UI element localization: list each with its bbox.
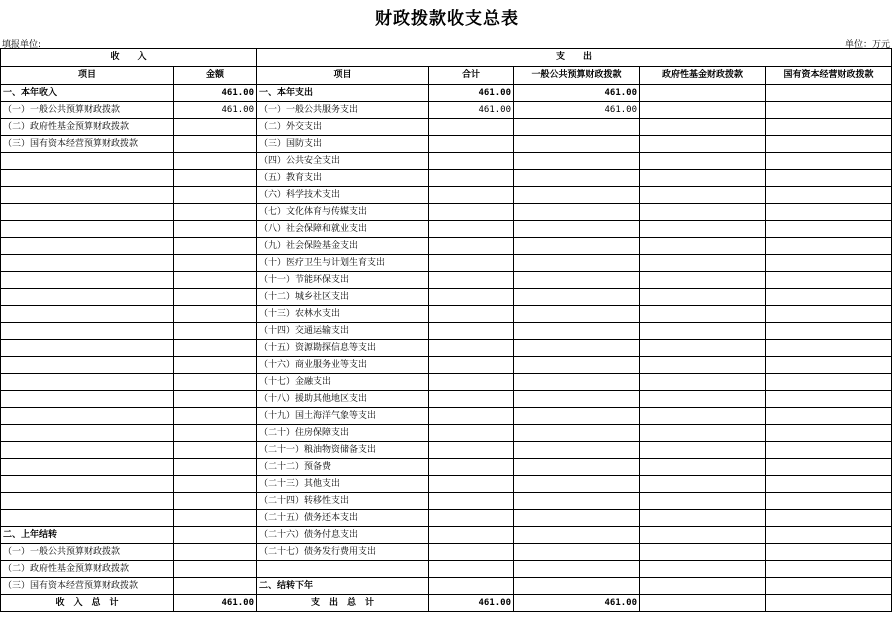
general-budget-cell: 461.00 (514, 595, 640, 612)
expense-item-cell: （三）国防支出 (257, 136, 429, 153)
expense-item-cell: （十三）农林水支出 (257, 306, 429, 323)
general-budget-cell (514, 221, 640, 238)
table-row (1, 323, 892, 340)
table-row (1, 476, 892, 493)
table-row (1, 272, 892, 289)
expense-total-cell (429, 493, 514, 510)
income-item-cell: （一）一般公共预算财政拨款 (1, 102, 174, 119)
col-header-general-budget: 一般公共预算财政拨款 (514, 67, 640, 85)
income-section-header: 收 入 (1, 49, 257, 67)
expense-item-cell (257, 561, 429, 578)
income-amount-cell (174, 170, 257, 187)
table-row (1, 119, 892, 136)
table-row (1, 459, 892, 476)
expense-total-cell: 461.00 (429, 102, 514, 119)
general-budget-cell (514, 476, 640, 493)
income-amount-cell (174, 306, 257, 323)
expense-item-cell: （十五）资源勘探信息等支出 (257, 340, 429, 357)
income-amount-cell (174, 119, 257, 136)
income-item-cell: 二、上年结转 (1, 527, 174, 544)
expense-total-cell (429, 527, 514, 544)
income-item-cell: 一、本年收入 (1, 85, 174, 102)
income-amount-cell: 461.00 (174, 595, 257, 612)
expense-section-header: 支 出 (257, 49, 892, 67)
general-budget-cell (514, 306, 640, 323)
expense-item-cell: 支 出 总 计 (257, 595, 429, 612)
general-budget-cell (514, 408, 640, 425)
expense-item-cell: （十）医疗卫生与计划生育支出 (257, 255, 429, 272)
income-amount-cell (174, 238, 257, 255)
general-budget-cell (514, 238, 640, 255)
expense-total-cell (429, 306, 514, 323)
income-amount-cell (174, 221, 257, 238)
expense-item-cell: （五）教育支出 (257, 170, 429, 187)
income-item-cell: （二）政府性基金预算财政拨款 (1, 119, 174, 136)
state-capital-cell (766, 357, 892, 374)
expense-total-cell (429, 255, 514, 272)
table-row (1, 510, 892, 527)
expense-total-cell (429, 459, 514, 476)
income-item-cell (1, 255, 174, 272)
general-budget-cell (514, 255, 640, 272)
fund-budget-cell (640, 221, 766, 238)
expense-total-cell (429, 476, 514, 493)
unit-label: 单位：万元 (844, 40, 890, 50)
state-capital-cell (766, 221, 892, 238)
income-amount-cell (174, 374, 257, 391)
col-header-amount: 金额 (174, 67, 257, 85)
state-capital-cell (766, 578, 892, 595)
income-amount-cell (174, 510, 257, 527)
fund-budget-cell (640, 102, 766, 119)
expense-total-cell (429, 408, 514, 425)
state-capital-cell (766, 255, 892, 272)
income-amount-cell (174, 153, 257, 170)
income-item-cell: （三）国有资本经营预算财政拨款 (1, 578, 174, 595)
fund-budget-cell (640, 289, 766, 306)
general-budget-cell (514, 272, 640, 289)
table-row (1, 187, 892, 204)
state-capital-cell (766, 204, 892, 221)
general-budget-cell (514, 527, 640, 544)
expense-total-cell (429, 442, 514, 459)
fund-budget-cell (640, 136, 766, 153)
state-capital-cell (766, 289, 892, 306)
expense-total-cell (429, 272, 514, 289)
state-capital-cell (766, 187, 892, 204)
expense-item-cell: （二十）住房保障支出 (257, 425, 429, 442)
table-row (1, 136, 892, 153)
table-row (1, 544, 892, 561)
income-item-cell (1, 493, 174, 510)
state-capital-cell (766, 323, 892, 340)
col-header-income-item: 项目 (1, 67, 174, 85)
expense-item-cell: （六）科学技术支出 (257, 187, 429, 204)
general-budget-cell (514, 374, 640, 391)
fund-budget-cell (640, 340, 766, 357)
table-row (1, 425, 892, 442)
expense-item-cell: （十一）节能环保支出 (257, 272, 429, 289)
table-row (1, 85, 892, 102)
income-item-cell (1, 187, 174, 204)
income-item-cell (1, 374, 174, 391)
fund-budget-cell (640, 425, 766, 442)
income-item-cell (1, 476, 174, 493)
general-budget-cell (514, 425, 640, 442)
income-item-cell (1, 459, 174, 476)
fund-budget-cell (640, 510, 766, 527)
table-row (1, 289, 892, 306)
expense-item-cell: （九）社会保险基金支出 (257, 238, 429, 255)
expense-total-cell (429, 136, 514, 153)
income-item-cell (1, 442, 174, 459)
general-budget-cell: 461.00 (514, 85, 640, 102)
income-amount-cell (174, 561, 257, 578)
expense-total-cell (429, 221, 514, 238)
expense-item-cell: （七）文化体育与传媒支出 (257, 204, 429, 221)
general-budget-cell (514, 442, 640, 459)
expense-total-cell (429, 510, 514, 527)
income-amount-cell (174, 357, 257, 374)
state-capital-cell (766, 374, 892, 391)
table-row (1, 527, 892, 544)
expense-total-cell: 461.00 (429, 595, 514, 612)
fund-budget-cell (640, 323, 766, 340)
state-capital-cell (766, 527, 892, 544)
expense-item-cell: （二十二）预备费 (257, 459, 429, 476)
general-budget-cell (514, 391, 640, 408)
fund-budget-cell (640, 391, 766, 408)
general-budget-cell (514, 510, 640, 527)
general-budget-cell (514, 170, 640, 187)
expense-item-cell: （二十七）债务发行费用支出 (257, 544, 429, 561)
table-row (1, 153, 892, 170)
income-item-cell (1, 170, 174, 187)
table-row (1, 493, 892, 510)
state-capital-cell (766, 408, 892, 425)
income-amount-cell (174, 544, 257, 561)
general-budget-cell (514, 357, 640, 374)
expense-total-cell (429, 544, 514, 561)
income-item-cell: （二）政府性基金预算财政拨款 (1, 561, 174, 578)
expense-item-cell: （八）社会保障和就业支出 (257, 221, 429, 238)
col-header-fund-budget: 政府性基金财政拨款 (640, 67, 766, 85)
fund-budget-cell (640, 272, 766, 289)
table-body (1, 49, 892, 612)
state-capital-cell (766, 102, 892, 119)
table-row (1, 357, 892, 374)
fund-budget-cell (640, 578, 766, 595)
state-capital-cell (766, 238, 892, 255)
table-row (1, 238, 892, 255)
income-item-cell (1, 357, 174, 374)
expense-total-cell (429, 170, 514, 187)
income-amount-cell (174, 255, 257, 272)
income-amount-cell: 461.00 (174, 85, 257, 102)
fund-budget-cell (640, 459, 766, 476)
expense-total-cell (429, 391, 514, 408)
general-budget-cell (514, 153, 640, 170)
expense-item-cell: （二）外交支出 (257, 119, 429, 136)
expense-total-cell (429, 578, 514, 595)
fund-budget-cell (640, 527, 766, 544)
filler-label: 填报单位: (2, 40, 42, 50)
table-row (1, 408, 892, 425)
expense-item-cell: （十二）城乡社区支出 (257, 289, 429, 306)
general-budget-cell: 461.00 (514, 102, 640, 119)
income-item-cell (1, 340, 174, 357)
income-amount-cell (174, 136, 257, 153)
income-item-cell: （三）国有资本经营预算财政拨款 (1, 136, 174, 153)
table-row (1, 306, 892, 323)
state-capital-cell (766, 391, 892, 408)
income-item-cell (1, 408, 174, 425)
expense-total-cell (429, 204, 514, 221)
table-row (1, 170, 892, 187)
general-budget-cell (514, 204, 640, 221)
fund-budget-cell (640, 255, 766, 272)
state-capital-cell (766, 442, 892, 459)
fund-budget-cell (640, 204, 766, 221)
header-row-columns (1, 67, 892, 85)
expense-item-cell: （十四）交通运输支出 (257, 323, 429, 340)
expense-total-cell (429, 357, 514, 374)
fund-budget-cell (640, 544, 766, 561)
income-amount-cell (174, 442, 257, 459)
expense-item-cell: （二十六）债务付息支出 (257, 527, 429, 544)
table-row (1, 578, 892, 595)
income-amount-cell (174, 527, 257, 544)
expense-item-cell: （十六）商业服务业等支出 (257, 357, 429, 374)
state-capital-cell (766, 476, 892, 493)
state-capital-cell (766, 561, 892, 578)
table-row (1, 221, 892, 238)
state-capital-cell (766, 544, 892, 561)
table-row (1, 204, 892, 221)
expense-total-cell (429, 187, 514, 204)
general-budget-cell (514, 493, 640, 510)
income-amount-cell (174, 187, 257, 204)
state-capital-cell (766, 119, 892, 136)
income-amount-cell (174, 459, 257, 476)
state-capital-cell (766, 340, 892, 357)
expense-item-cell: 一、本年支出 (257, 85, 429, 102)
income-amount-cell (174, 340, 257, 357)
general-budget-cell (514, 136, 640, 153)
income-item-cell (1, 238, 174, 255)
general-budget-cell (514, 289, 640, 306)
expense-total-cell (429, 153, 514, 170)
expense-total-cell (429, 374, 514, 391)
fund-budget-cell (640, 357, 766, 374)
income-item-cell (1, 153, 174, 170)
general-budget-cell (514, 187, 640, 204)
state-capital-cell (766, 425, 892, 442)
fund-budget-cell (640, 187, 766, 204)
income-item-cell: 收 入 总 计 (1, 595, 174, 612)
income-amount-cell (174, 289, 257, 306)
expense-item-cell: 二、结转下年 (257, 578, 429, 595)
income-amount-cell (174, 578, 257, 595)
expense-item-cell: （十七）金融支出 (257, 374, 429, 391)
fund-budget-cell (640, 595, 766, 612)
header-row-sections (1, 49, 892, 67)
fund-budget-cell (640, 561, 766, 578)
fund-budget-cell (640, 442, 766, 459)
general-budget-cell (514, 340, 640, 357)
table-row (1, 255, 892, 272)
fund-budget-cell (640, 476, 766, 493)
state-capital-cell (766, 510, 892, 527)
income-amount-cell (174, 391, 257, 408)
expense-total-cell (429, 340, 514, 357)
expense-total-cell (429, 425, 514, 442)
income-item-cell (1, 391, 174, 408)
fund-budget-cell (640, 306, 766, 323)
income-item-cell (1, 272, 174, 289)
fund-budget-cell (640, 408, 766, 425)
income-amount-cell (174, 476, 257, 493)
report-title: 财政拨款收支总表 (375, 9, 519, 29)
state-capital-cell (766, 85, 892, 102)
income-item-cell (1, 306, 174, 323)
income-amount-cell (174, 204, 257, 221)
income-amount-cell (174, 408, 257, 425)
general-budget-cell (514, 561, 640, 578)
expense-item-cell: （二十一）粮油物资储备支出 (257, 442, 429, 459)
table-row (1, 561, 892, 578)
general-budget-cell (514, 119, 640, 136)
income-item-cell (1, 204, 174, 221)
expense-item-cell: （四）公共安全支出 (257, 153, 429, 170)
table-row (1, 102, 892, 119)
expense-total-cell (429, 323, 514, 340)
income-item-cell (1, 510, 174, 527)
income-amount-cell (174, 493, 257, 510)
state-capital-cell (766, 153, 892, 170)
state-capital-cell (766, 136, 892, 153)
income-item-cell (1, 289, 174, 306)
income-item-cell: （一）一般公共预算财政拨款 (1, 544, 174, 561)
state-capital-cell (766, 595, 892, 612)
state-capital-cell (766, 306, 892, 323)
table-row (1, 374, 892, 391)
fund-budget-cell (640, 374, 766, 391)
state-capital-cell (766, 170, 892, 187)
income-amount-cell (174, 425, 257, 442)
general-budget-cell (514, 323, 640, 340)
expense-total-cell (429, 119, 514, 136)
general-budget-cell (514, 578, 640, 595)
income-amount-cell (174, 323, 257, 340)
expense-item-cell: （十九）国土海洋气象等支出 (257, 408, 429, 425)
expense-item-cell: （二十五）债务还本支出 (257, 510, 429, 527)
general-budget-cell (514, 459, 640, 476)
fund-budget-cell (640, 153, 766, 170)
col-header-expense-item: 项目 (257, 67, 429, 85)
income-amount-cell: 461.00 (174, 102, 257, 119)
expense-item-cell: （一）一般公共服务支出 (257, 102, 429, 119)
expense-item-cell: （二十三）其他支出 (257, 476, 429, 493)
state-capital-cell (766, 272, 892, 289)
expense-item-cell: （二十四）转移性支出 (257, 493, 429, 510)
income-amount-cell (174, 272, 257, 289)
table-row (1, 391, 892, 408)
income-item-cell (1, 323, 174, 340)
state-capital-cell (766, 459, 892, 476)
expense-item-cell: （十八）援助其他地区支出 (257, 391, 429, 408)
col-header-total: 合计 (429, 67, 514, 85)
fund-budget-cell (640, 238, 766, 255)
expense-total-cell (429, 289, 514, 306)
col-header-state-capital: 国有资本经营财政拨款 (766, 67, 892, 85)
expense-total-cell: 461.00 (429, 85, 514, 102)
expense-total-cell (429, 238, 514, 255)
fund-budget-cell (640, 85, 766, 102)
total-row (1, 595, 892, 612)
state-capital-cell (766, 493, 892, 510)
fund-budget-cell (640, 170, 766, 187)
budget-table (0, 48, 892, 612)
expense-total-cell (429, 561, 514, 578)
fund-budget-cell (640, 119, 766, 136)
table-row (1, 340, 892, 357)
table-row (1, 442, 892, 459)
general-budget-cell (514, 544, 640, 561)
fund-budget-cell (640, 493, 766, 510)
income-item-cell (1, 425, 174, 442)
income-item-cell (1, 221, 174, 238)
